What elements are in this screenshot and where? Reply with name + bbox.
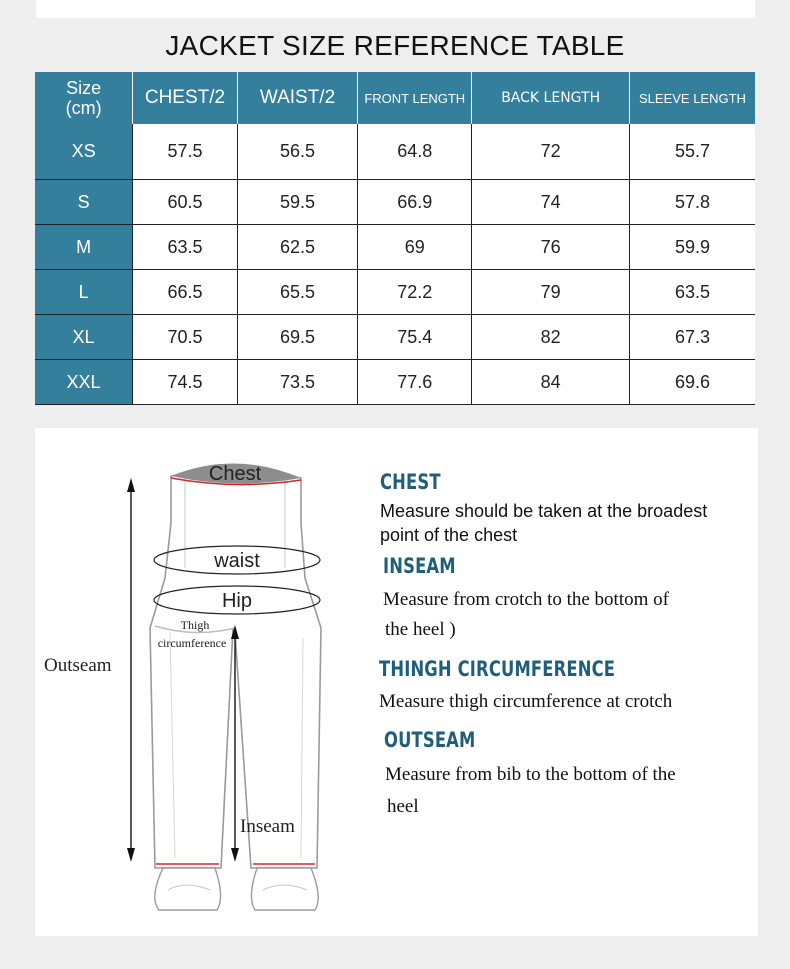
measurement-guide	[35, 428, 758, 936]
table-cell: 57.8	[629, 180, 755, 225]
table-row	[35, 360, 755, 405]
table-cell: 63.5	[133, 225, 238, 270]
table-cell: 77.6	[358, 360, 472, 405]
thigh-desc: Measure thigh circumference at crotch	[379, 691, 673, 712]
inseam-label: Inseam	[240, 816, 295, 837]
thigh-label-2: circumference	[157, 636, 227, 650]
size-table	[35, 72, 755, 405]
size-cell: L	[35, 270, 133, 315]
table-cell: 84	[472, 360, 630, 405]
table-cell: 56.5	[237, 124, 357, 180]
outseam-arrow-head-top	[127, 478, 135, 492]
table-cell: 66.9	[358, 180, 472, 225]
table-cell: 82	[472, 315, 630, 360]
inseam-arrow-head-bottom	[231, 848, 239, 862]
table-cell: 73.5	[237, 360, 357, 405]
table-cell: 55.7	[629, 124, 755, 180]
header-waist: WAIST/2	[237, 72, 357, 124]
thigh-heading: THINGH CIRCUMFERENCE	[379, 657, 616, 681]
chest-desc-1: Measure should be taken at the broadest	[380, 501, 708, 521]
outseam-label: Outseam	[44, 655, 112, 676]
size-cell: XL	[35, 315, 133, 360]
header-back-length: BACK LENGTH	[472, 72, 630, 124]
table-row	[35, 124, 755, 180]
page-title: JACKET SIZE REFERENCE TABLE	[165, 30, 625, 61]
header-front-length: FRONT LENGTH	[358, 72, 472, 124]
table-cell: 74.5	[133, 360, 238, 405]
boot-left	[155, 868, 221, 910]
table-row	[35, 315, 755, 360]
table-cell: 74	[472, 180, 630, 225]
table-cell: 67.3	[629, 315, 755, 360]
thigh-label-1: Thigh	[180, 618, 210, 632]
boot-right	[251, 868, 318, 910]
table-cell: 79	[472, 270, 630, 315]
outseam-arrow-head-bottom	[127, 848, 135, 862]
inseam-desc-1: Measure from crotch to the bottom of	[383, 589, 669, 610]
table-cell: 69.6	[629, 360, 755, 405]
size-cell: M	[35, 225, 133, 270]
outseam-desc-2: heel	[387, 796, 419, 817]
outseam-heading: OUTSEAM	[384, 728, 476, 752]
table-cell: 57.5	[133, 124, 238, 180]
table-cell: 69	[358, 225, 472, 270]
header-sleeve-length: SLEEVE LENGTH	[629, 72, 755, 124]
chest-desc-2: point of the chest	[380, 525, 518, 545]
table-cell: 75.4	[358, 315, 472, 360]
size-cell: S	[35, 180, 133, 225]
top-strip	[36, 0, 755, 18]
table-cell: 63.5	[629, 270, 755, 315]
header-size	[35, 72, 133, 124]
table-cell: 72.2	[358, 270, 472, 315]
table-row	[35, 225, 755, 270]
table-cell: 76	[472, 225, 630, 270]
table-cell: 72	[472, 124, 630, 180]
size-cell: XXL	[35, 360, 133, 405]
inseam-heading: INSEAM	[383, 554, 456, 578]
table-row	[35, 180, 755, 225]
chest-heading: CHEST	[380, 470, 441, 494]
pants-diagram	[35, 428, 375, 936]
table-cell: 60.5	[133, 180, 238, 225]
waist-label: waist	[214, 550, 260, 572]
table-cell: 59.5	[237, 180, 357, 225]
header-chest: CHEST/2	[133, 72, 238, 124]
table-cell: 59.9	[629, 225, 755, 270]
table-row	[35, 270, 755, 315]
outseam-desc-1: Measure from bib to the bottom of the	[385, 764, 676, 785]
chest-label: Chest	[208, 463, 262, 485]
inseam-desc-2: the heel )	[385, 619, 456, 640]
hip-label: Hip	[221, 590, 253, 612]
size-cell: XS	[35, 124, 133, 180]
table-cell: 65.5	[237, 270, 357, 315]
header-size-label: Size (cm)	[65, 78, 102, 118]
table-cell: 62.5	[237, 225, 357, 270]
table-cell: 69.5	[237, 315, 357, 360]
table-cell: 64.8	[358, 124, 472, 180]
table-header-row	[35, 72, 755, 124]
table-cell: 66.5	[133, 270, 238, 315]
table-cell: 70.5	[133, 315, 238, 360]
